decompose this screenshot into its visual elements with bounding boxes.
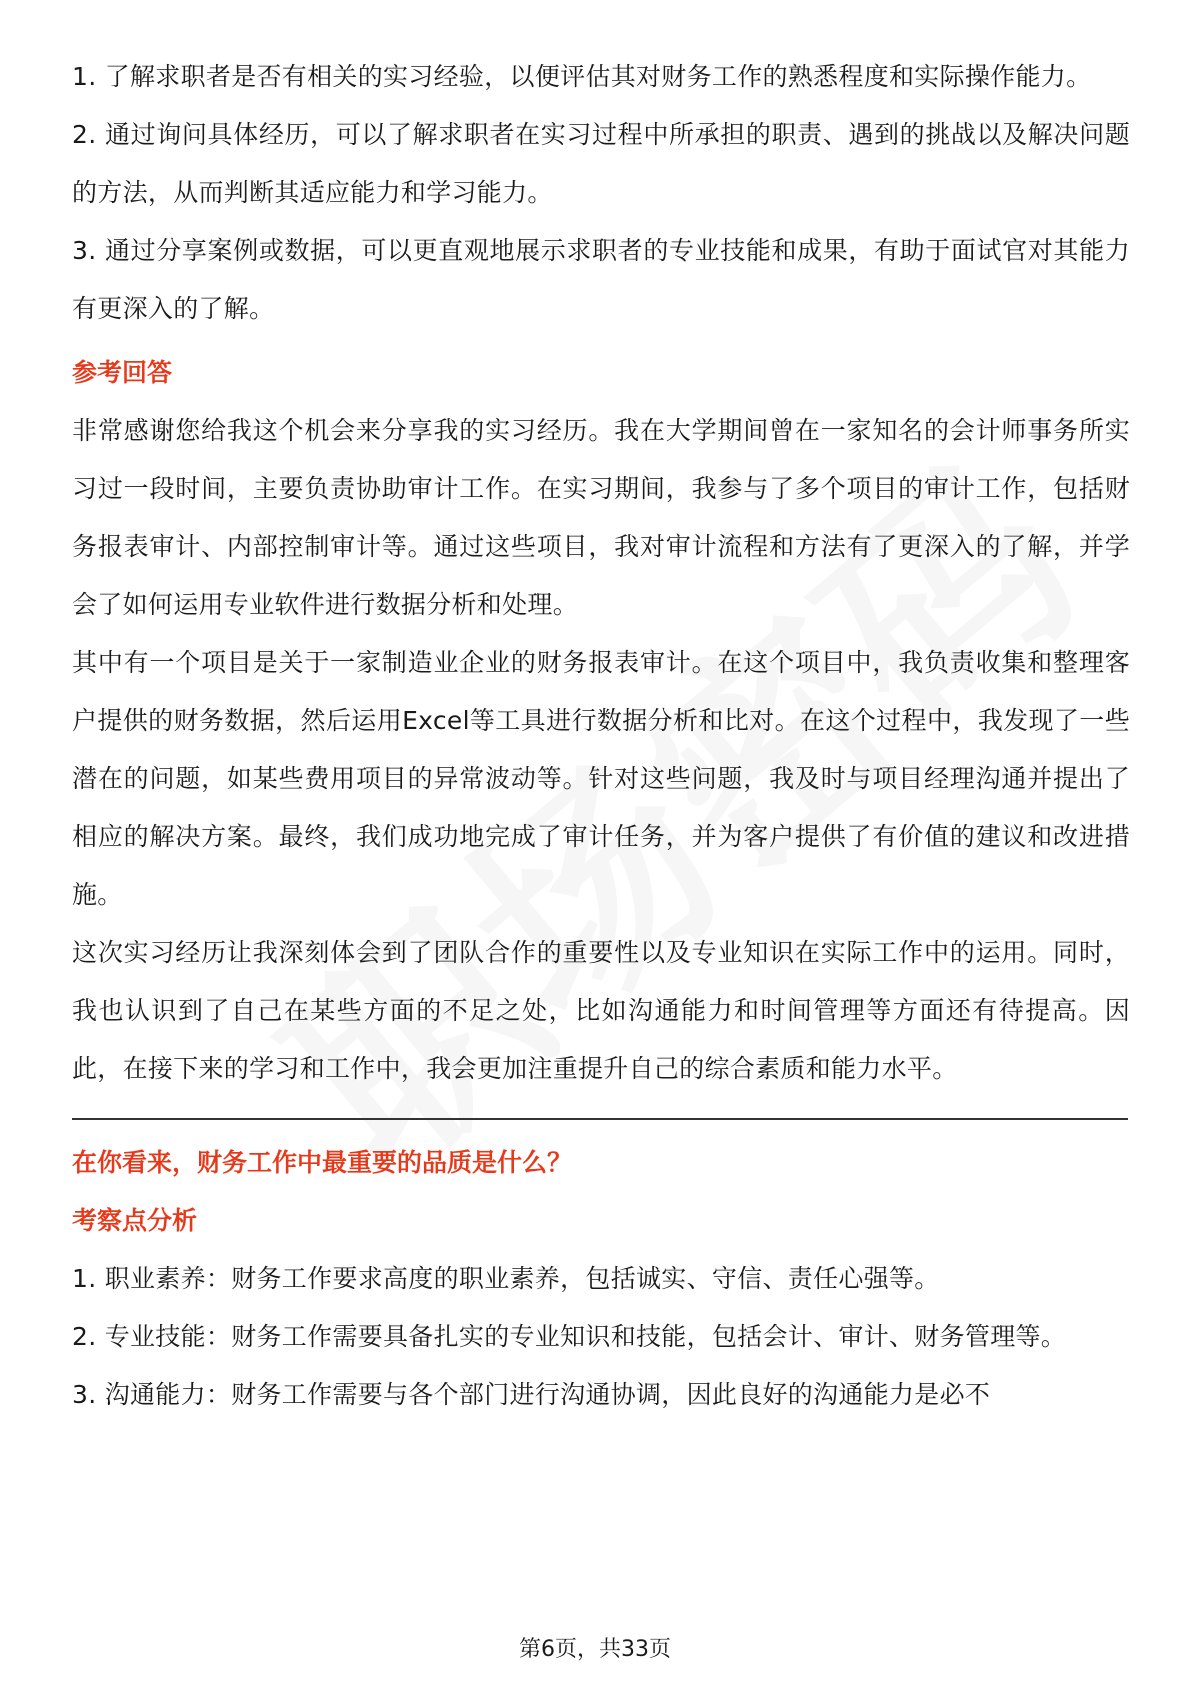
analysis-point-1: 1. 职业素养：财务工作要求高度的职业素养，包括诚实、守信、责任心强等。 xyxy=(72,1264,940,1293)
page-number: 第6页，共33页 xyxy=(519,1637,671,1662)
answer-paragraph-2: 其中有一个项目是关于一家制造业企业的财务报表审计。在这个项目中，我负责收集和整理客户提供的财务数据，然后运用Excel等工具进行数据分析和比对。在这个过程中，我发现了一些潜在的问题，如某些费用项目的异常波动等。针对这些问题，我及时与项目经理沟通并提出了相应的解决方案。最终，我们成功地完成了审计任务，并为客户提供了有价值的建议和改进措施。 xyxy=(72,648,1130,909)
page-content xyxy=(72,48,1130,1424)
analysis-point-3: 3. 沟通能力：财务工作需要与各个部门进行沟通协调，因此良好的沟通能力是必不 xyxy=(72,1380,991,1409)
intro-point-2: 2. 通过询问具体经历，可以了解求职者在实习过程中所承担的职责、遇到的挑战以及解决问题的方法，从而判断其适应能力和学习能力。 xyxy=(72,120,1130,207)
answer-paragraph-3: 这次实习经历让我深刻体会到了团队合作的重要性以及专业知识在实际工作中的运用。同时，我也认识到了自己在某些方面的不足之处，比如沟通能力和时间管理等方面还有待提高。因此，在接下来的学习和工作中，我会更加注重提升自己的综合素质和能力水平。 xyxy=(72,938,1130,1083)
intro-point-1: 1. 了解求职者是否有相关的实习经验，以便评估其对财务工作的熟悉程度和实际操作能力。 xyxy=(72,62,1092,91)
intro-point-3: 3. 通过分享案例或数据，可以更直观地展示求职者的专业技能和成果，有助于面试官对其能力有更深入的了解。 xyxy=(72,236,1130,323)
reference-answer-heading: 参考回答 xyxy=(72,358,173,387)
analysis-point-2: 2. 专业技能：财务工作需要具备扎实的专业知识和技能，包括会计、审计、财务管理等。 xyxy=(72,1322,1067,1351)
analysis-heading: 考察点分析 xyxy=(72,1206,198,1235)
section-divider xyxy=(72,1118,1128,1120)
answer-paragraph-1: 非常感谢您给我这个机会来分享我的实习经历。我在大学期间曾在一家知名的会计师事务所实习过一段时间，主要负责协助审计工作。在实习期间，我参与了多个项目的审计工作，包括财务报表审计、内部控制审计等。通过这些项目，我对审计流程和方法有了更深入的了解，并学会了如何运用专业软件进行数据分析和处理。 xyxy=(72,416,1130,619)
question-title: 在你看来，财务工作中最重要的品质是什么？ xyxy=(72,1148,573,1177)
